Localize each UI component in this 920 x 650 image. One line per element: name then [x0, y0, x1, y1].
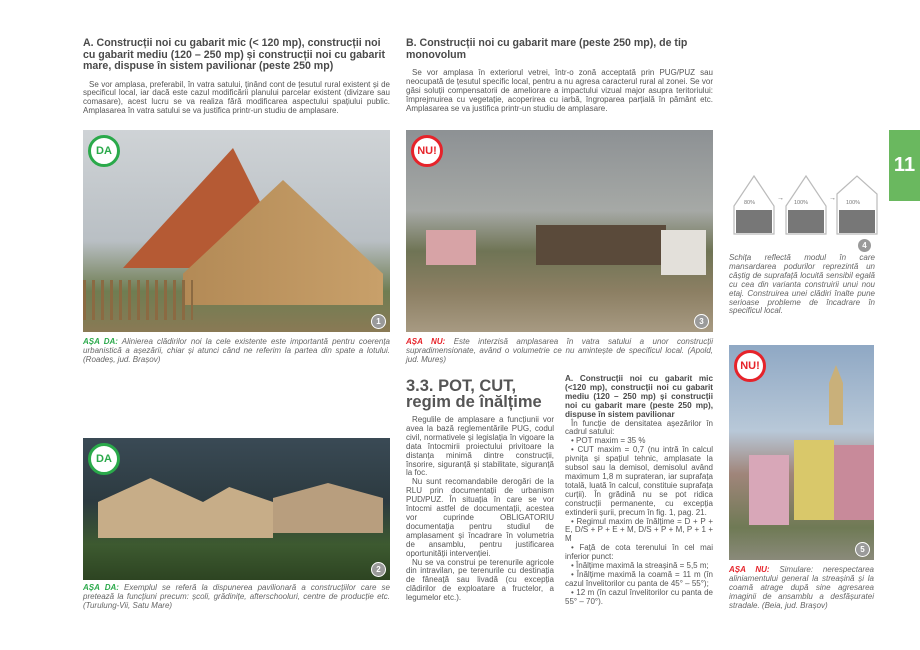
paragraph: Nu sunt recomandabile derogări de la RLU prin documentații de urbanism PUD/PUZ. În situația în care se vor întocmi astfel de documentații, acestea vor cuprinde OBLIGATORIU documentația pentru studiul de amplasament și încadrare în volumetria de ansamblu, pentru justificarea oportunității intervenției.: [406, 477, 554, 558]
da-badge: DA: [88, 135, 120, 167]
caption-5: [729, 566, 874, 611]
page-number-tab: [889, 130, 920, 201]
paragraph: • POT maxim = 35 %: [571, 436, 646, 446]
percent-label: 100%: [846, 200, 861, 206]
paragraph: • Față de cota terenului în cel mai inferior punct:: [565, 543, 713, 562]
paragraph: În funcție de densitatea așezărilor în cadrul satului:: [565, 418, 713, 437]
paragraph: • Regimul maxim de înălțime = D + P + E, D/S + P + E + M, D/S + P + M, P + 1 + M: [565, 516, 713, 544]
section-3-3-title: 3.3. POT, CUT, regim de înălțime: [406, 377, 542, 411]
photo-oversized-building: [406, 130, 713, 332]
page-number: 11: [893, 154, 916, 176]
section-a-title: A. Construcții noi cu gabarit mic (< 120 mp), construcții noi cu gabarit mediu (120 – 250 mp) și construcții noi cu gabarit mare, dispuse în sistem pavilionar (peste 250 mp): [83, 37, 385, 72]
photo-wooden-house: [83, 130, 390, 332]
figure-number: 5: [855, 542, 870, 557]
section-a2-title: A. Construcții noi cu gabarit mic (<120 mp), construcții noi cu gabarit mediu (120 – 250 mp) și construcții noi cu gabarit mare (peste 250 mp), dispuse în sistem pavilionar: [565, 374, 713, 419]
caption-label: AȘA NU:: [729, 565, 770, 574]
section-a-body: Se vor amplasa, preferabil, în vatra satului, ținând cont de țesutul rural existent și de specificul local, iar dacă este cazul modificării planului parcelar existent (divizare sau comasare), acest lucru se va realiza fără modificarea aspectului spațiului public. Amplasarea în vatra satului se va justifica printr-un studiu de amplasare.: [83, 79, 390, 116]
caption-text: Exemplul se referă la dispunerea pavilionară a construcțiilor care se pretează la funcțiuni precum: școli, grădinițe, afterschooluri, centre de producție etc. (Turulung-Vii, Satu Mare): [83, 583, 391, 610]
caption-3: [406, 338, 713, 365]
paragraph: • Înălțime maximă la coamă = 11 m (în cazul învelitorilor cu panta de 45° – 55°);: [565, 569, 713, 588]
paragraph: Nu se va construi pe terenurile agricole din intravilan, pe terenurile cu destinația de fâneață sau livadă (cu excepția clădirilor de exploatare a fructelor, a legumelor etc.).: [406, 557, 554, 603]
svg-text:→: →: [777, 195, 784, 202]
figure-number: 2: [371, 562, 386, 577]
photo-street-simulation: [729, 345, 874, 560]
da-badge: DA: [88, 443, 120, 475]
section-b: [406, 38, 713, 114]
section-b-body: Se vor amplasa în exteriorul vetrei, într-o zonă acceptată prin PUG/PUZ sau neocupată de țesutul specific local, pentru a nu agresa caracterul rural al zonei. Se vor găsi soluții compensatorii de ameliorare a impactului vizual major asupra teritoriului: împrejmuirea cu vegetație, acoperirea cu iarbă, îngroparea parțială în pământ etc. Amplasarea se va justifica printr-un studiu de amplasare.: [406, 68, 713, 113]
caption-text: Alinierea clădirilor noi la cele existente este importantă pentru coerența urbanistică a așezării, chiar și atunci când ne referim la partea din spate a lotului. (Roadeș, jud. Brașov): [83, 337, 391, 364]
section-a-pot-cut: [565, 375, 713, 607]
caption-4: Schița reflectă modul în care mansardarea podurilor reprezintă un câștig de suprafață locuită sensibil egală cu cea din varianta construirii unui nou etaj. Construirea unei clădiri înalte pune serioase probleme de încadrare în specificul local.: [729, 253, 875, 316]
photo-pavilion-school: [83, 438, 390, 580]
caption-label: AȘA NU:: [406, 337, 446, 346]
caption-label: AȘA DA:: [83, 337, 118, 346]
attic-diagram: [730, 170, 880, 240]
svg-text:→: →: [829, 195, 836, 202]
caption-text: Este interzisă amplasarea în vatra satului a unor construcții supradimensionate, având o volumetrie ce nu amintește de specificul local. (Apold, jud. Mureș): [406, 337, 713, 364]
paragraph: • Înălțime maximă la streașină = 5,5 m;: [571, 561, 709, 571]
figure-number: 1: [371, 314, 386, 329]
nu-badge: NU!: [411, 135, 443, 167]
section-3-3: [406, 378, 554, 603]
nu-badge: NU!: [734, 350, 766, 382]
paragraph: • CUT maxim = 0,7 (nu intră în calcul pivnița și spațiul tehnic, amplasate la subsol sau la demisol, demisolul având maximum 1,8 m suprateran, iar suprafața totală, luată în calcul, constituie suprafața curții). În grădină nu se pot ridica construcții permanente, cu excepția extinderii șurii, precum în fig. 1, pag. 21.: [565, 445, 713, 517]
figure-number: 4: [857, 238, 872, 253]
paragraph: Regulile de amplasare a funcțiunii vor avea la bază reglementările PUG, codul civil, normativele și legislația în vigoare la data întocmirii proiectului privitoare la distanța minimă dintre construcții, însorire, siguranță și stabilitate, siguranță la foc.: [406, 415, 554, 478]
figure-number: 3: [694, 314, 709, 329]
section-b-title: B. Construcții noi cu gabarit mare (peste 250 mp), de tip monovolum: [406, 37, 688, 61]
section-a: [83, 38, 390, 116]
caption-1: [83, 338, 390, 365]
paragraph: • 12 m (în cazul învelitorilor cu panta de 55° – 70°).: [565, 587, 713, 606]
caption-text: Simulare: nerespectarea aliniamentului general la streașină și la coamă atrage după sine agresarea imaginii de ansamblu a desfășuratei stradale. (Beia, jud. Brașov): [729, 565, 874, 610]
caption-label: AȘA DA:: [83, 583, 119, 592]
percent-label: 80%: [744, 200, 756, 206]
percent-label: 100%: [794, 200, 809, 206]
caption-2: [83, 584, 390, 611]
